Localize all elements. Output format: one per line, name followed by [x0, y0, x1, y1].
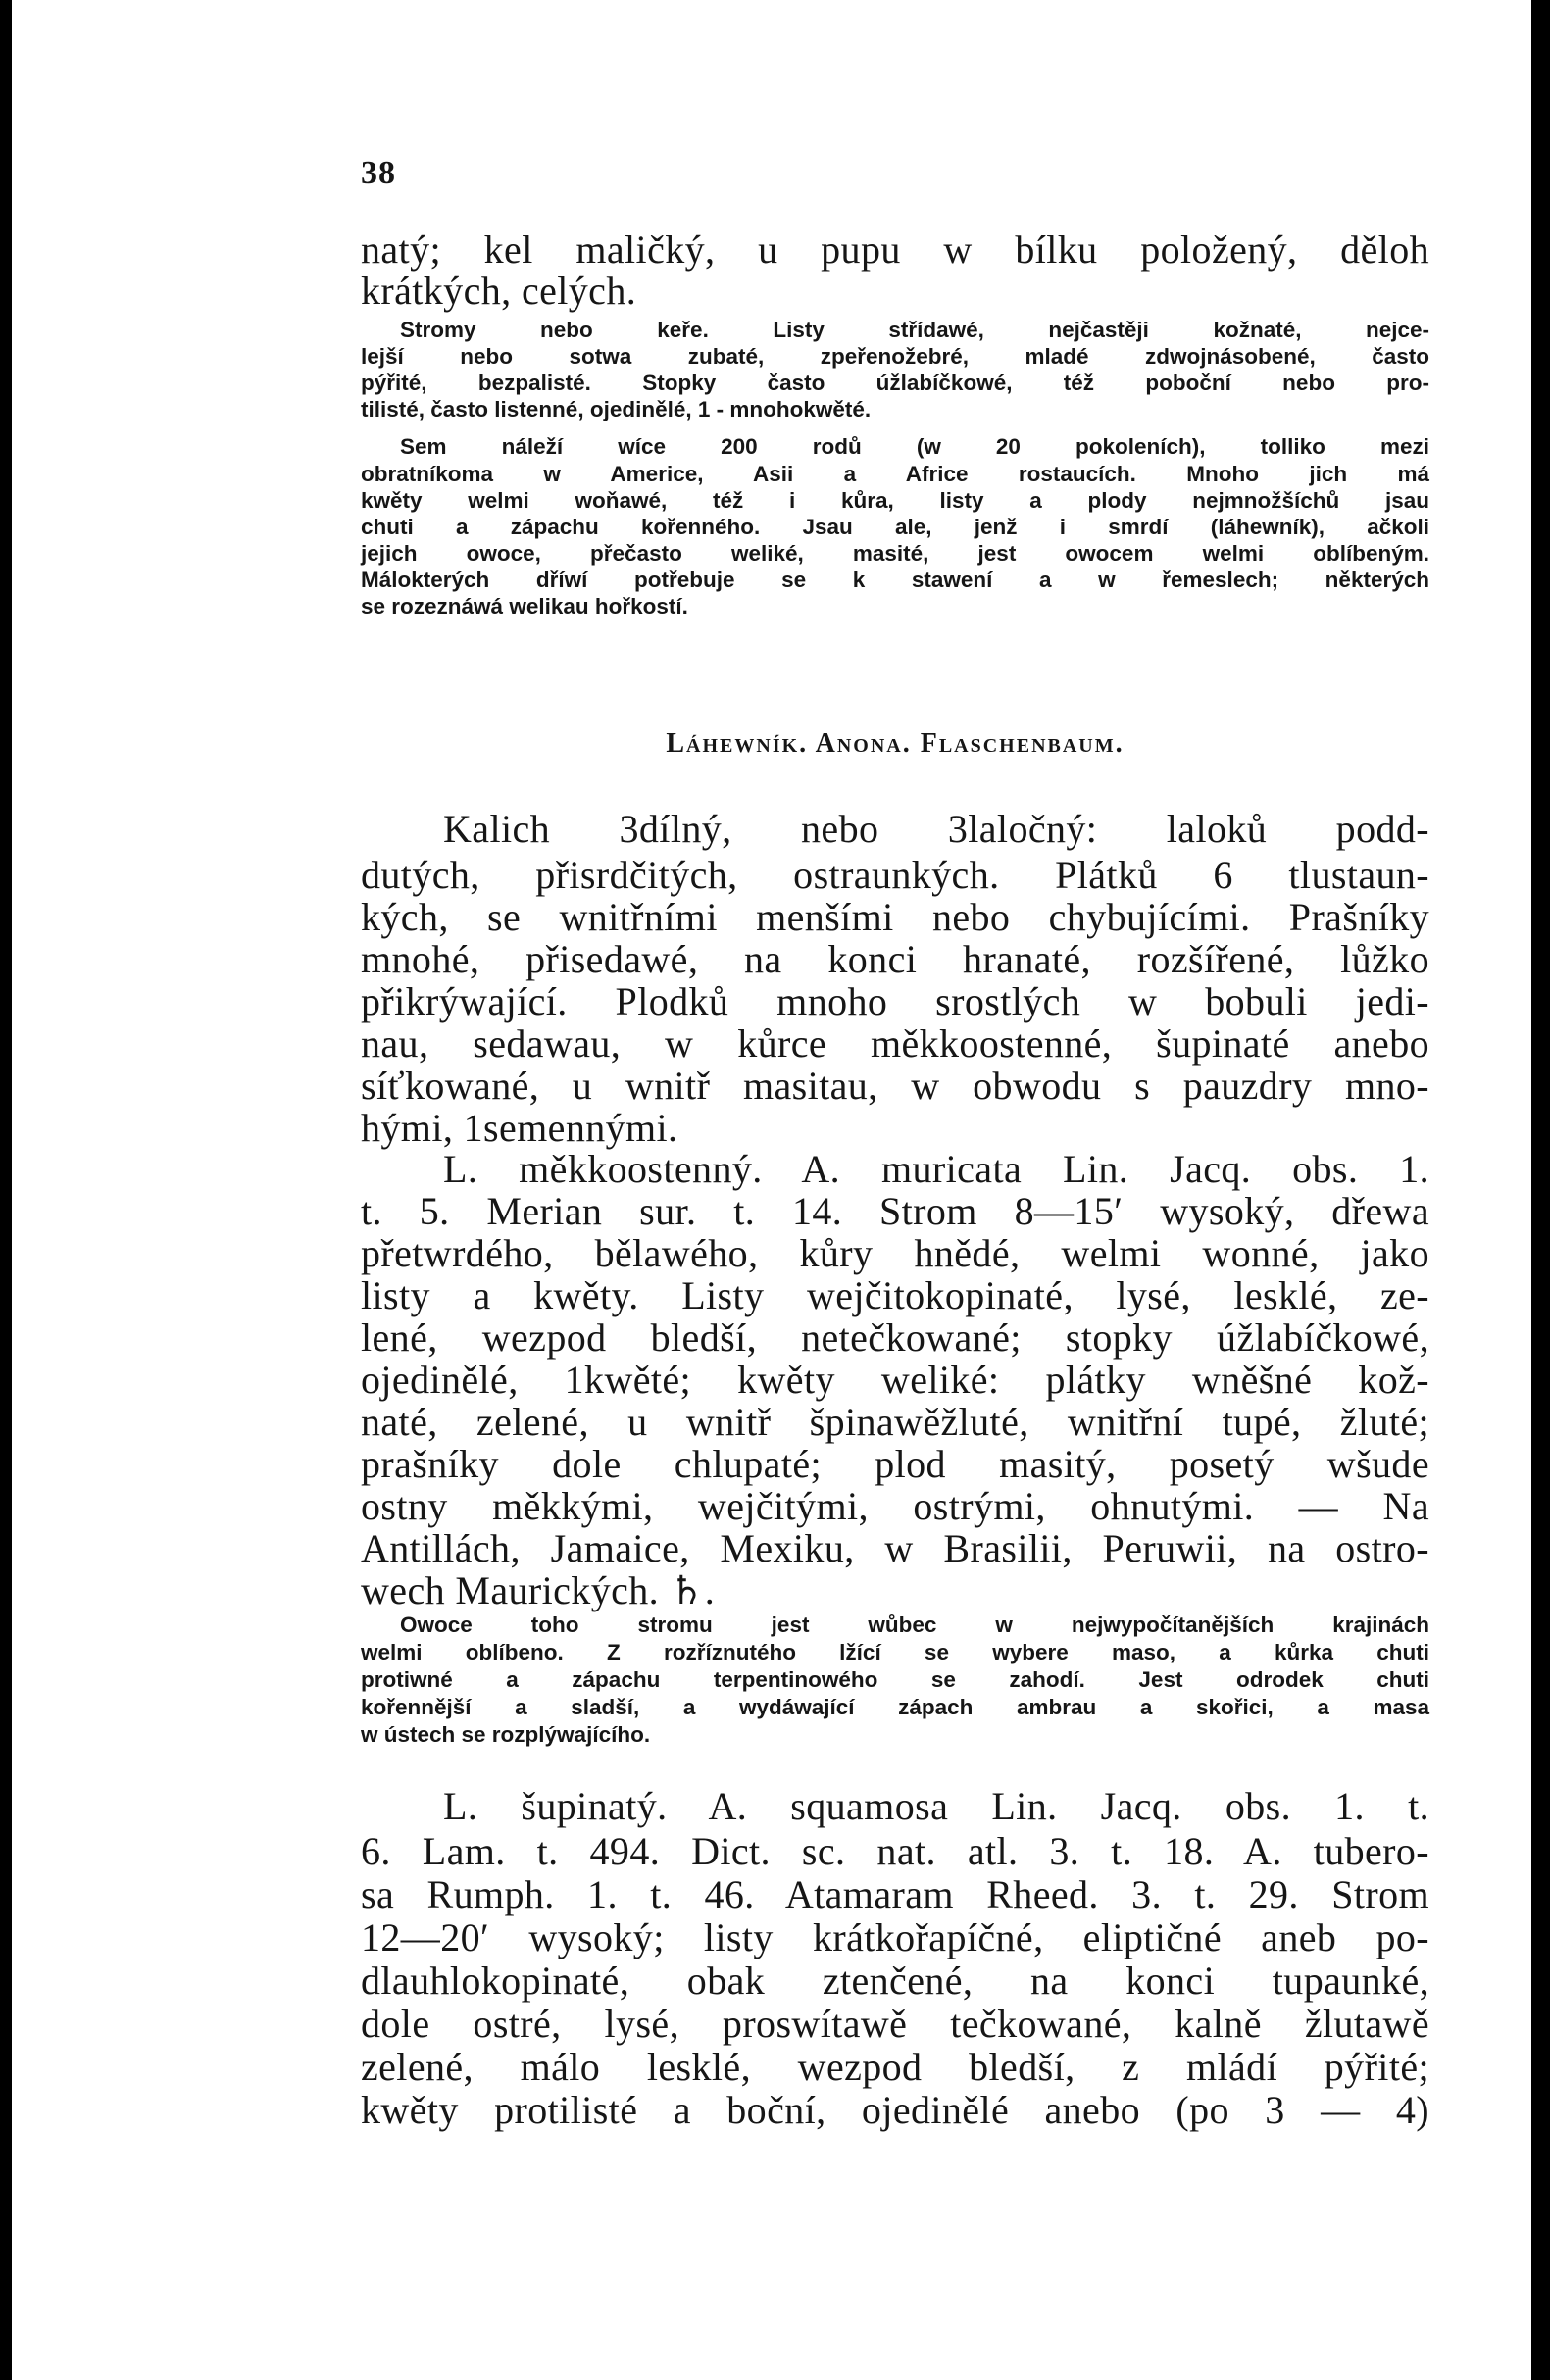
text-line: w ústech se rozplýwajícího.: [361, 1722, 651, 1747]
page-number: 38: [361, 155, 396, 191]
text-line: L. šupinatý. A. squamosa Lin. Jacq. obs. 1. t.: [443, 1784, 1429, 1828]
text-line: 6. Lam. t. 494. Dict. sc. nat. atl. 3. t. 18. A. tubero-: [361, 1829, 1429, 1873]
text-line: přetwrdého, bělawého, kůry hnědé, welmi wonné, jako: [361, 1231, 1429, 1275]
text-line: se rozeznáwá welikau hořkostí.: [361, 594, 688, 619]
text-line: dole ostré, lysé, proswítawě tečkowané, kalně žlutawě: [361, 2002, 1429, 2046]
text-line: Sem náleží wíce 200 rodů (w 20 pokoleních), tolliko mezi: [400, 434, 1429, 459]
text-line: lejší nebo sotwa zubaté, zpeřenožebré, mladé zdwojnásobené, často: [361, 344, 1429, 369]
text-line: ostny měkkými, wejčitými, ostrými, ohnutými. — Na: [361, 1484, 1429, 1528]
text-line: Stromy nebo keře. Listy střídawé, nejčastěji kožnaté, nejce-: [400, 318, 1429, 342]
text-line: natý; kel maličký, u pupu w bílku položený, děloh: [361, 227, 1429, 272]
genus-heading: Láhewník. Anona. Flaschenbaum.: [666, 728, 1125, 759]
text-line: chuti a zápachu kořenného. Jsau ale, jenž i smrdí (láhewník), ačkoli: [361, 515, 1429, 539]
text-line: prašníky dole chlupaté; plod masitý, posetý wšude: [361, 1442, 1429, 1486]
text-line: jejich owoce, přečasto weliké, masité, jest owocem welmi oblíbeným.: [361, 541, 1429, 566]
text-line: kwěty protilisté a boční, ojedinělé anebo (po 3 — 4): [361, 2088, 1429, 2132]
text-line: kořennější a sladší, a wydáwající zápach ambrau a skořici, a masa: [361, 1695, 1429, 1719]
text-line: lené, wezpod bledší, netečkowané; stopky úžlabíčkowé,: [361, 1315, 1429, 1360]
text-line: dutých, přisrdčitých, ostraunkých. Plátků 6 tlustaun-: [361, 853, 1429, 897]
text-line: tilisté, často listenné, ojedinělé, 1 - mnohokwěté.: [361, 397, 872, 421]
text-line: protiwné a zápachu terpentinowého se zahodí. Jest odrodek chuti: [361, 1667, 1429, 1692]
text-line: ojedinělé, 1kwěté; kwěty weliké: plátky wněšné kož-: [361, 1358, 1429, 1402]
text-line: nau, sedawau, w kůrce měkkoostenné, šupinaté anebo: [361, 1021, 1429, 1066]
text-line: Kalich 3dílný, nebo 3laločný: laloků podd-: [443, 807, 1429, 851]
text-line: listy a kwěty. Listy wejčitokopinaté, lysé, lesklé, ze-: [361, 1273, 1429, 1317]
text-line: krátkých, celých.: [361, 269, 637, 313]
text-line: mnohé, přisedawé, na konci hranaté, rozšířené, lůžko: [361, 937, 1429, 981]
text-line: welmi oblíbeno. Z rozříznutého lžící se wybere maso, a kůrka chuti: [361, 1640, 1429, 1664]
text-line: zelené, málo lesklé, wezpod bledší, z mládí pýřité;: [361, 2045, 1429, 2089]
text-line: Antillách, Jamaice, Mexiku, w Brasilii, Peruwii, na ostro-: [361, 1526, 1429, 1570]
book-page: [12, 0, 1531, 2380]
text-line: síťkowané, u wnitř masitau, w obwodu s pauzdry mno-: [361, 1064, 1429, 1108]
text-line: přikrýwající. Plodků mnoho srostlých w bobuli jedi-: [361, 979, 1429, 1023]
text-line: L. měkkoostenný. A. muricata Lin. Jacq. obs. 1.: [443, 1147, 1429, 1191]
text-line: kých, se wnitřními menšími nebo chybujícími. Prašníky: [361, 895, 1429, 939]
text-line: sa Rumph. 1. t. 46. Atamaram Rheed. 3. t. 29. Strom: [361, 1872, 1429, 1916]
text-line: kwěty welmi woňawé, též i kůra, listy a plody nejmnožšíchů jsau: [361, 488, 1429, 513]
text-line: hými, 1semennými.: [361, 1106, 678, 1150]
text-line: obratníkoma w Americe, Asii a Africe rostaucích. Mnoho jich má: [361, 462, 1429, 486]
text-line: Málokterých dříwí potřebuje se k stawení a w řemeslech; některých: [361, 568, 1429, 592]
text-line: dlauhlokopinaté, obak ztenčené, na konci tupaunké,: [361, 1959, 1429, 2003]
text-line: wech Maurických. ♄.: [361, 1568, 716, 1612]
text-line: 12—20′ wysoký; listy krátkořapíčné, eliptičné aneb po-: [361, 1915, 1429, 1959]
text-line: t. 5. Merian sur. t. 14. Strom 8—15′ wysoký, dřewa: [361, 1189, 1429, 1233]
text-line: Owoce toho stromu jest wůbec w nejwypočítanějších krajinách: [400, 1612, 1429, 1637]
text-line: pýřité, bezpalisté. Stopky často úžlabíčkowé, též poboční nebo pro-: [361, 371, 1429, 395]
text-line: naté, zelené, u wnitř špinawěžluté, wnitřní tupé, žluté;: [361, 1400, 1429, 1444]
